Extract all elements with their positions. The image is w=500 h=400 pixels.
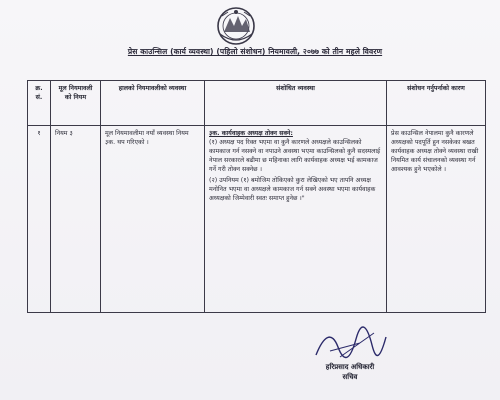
signature-mark	[310, 325, 390, 365]
cell-amended	[205, 126, 387, 313]
header-amended-provision: संशोधित व्यवस्था	[205, 81, 387, 126]
signatory-name: हरिप्रसाद अधिकारी	[325, 363, 375, 371]
signatory-designation: सचिव	[342, 373, 358, 381]
cell-serial: १	[28, 126, 51, 313]
header-reason: संशोधन गर्नुपर्नाको कारण	[387, 81, 486, 126]
comparison-table	[27, 80, 486, 313]
cell-reason: प्रेस काउन्सिल नेपालमा कुनै कारणले अध्यक्षको पदपूर्ति हुन नसकेका बखत कार्यवाहक अध्यक्ष तोक्ने व्यवस्था राखी नियमित कार्य संचालनको व्यवस्था गर्न आवश्यक हुने भएकोले ।	[387, 126, 486, 313]
table-row	[28, 126, 486, 313]
cell-current: मूल नियमावलीमा नयाँ व्यवस्था नियम ३क. थप गरिएको ।	[101, 126, 205, 313]
amended-paragraph-1: (१) अध्यक्ष पद रिक्त भएमा वा कुनै कारणले अध्यक्षले काउन्सिलको कामकाज गर्न नसक्ने वा नपाउने अवस्था भएमा काउन्सिलको कुनै सदस्यलाई नेपाल सरकारले बढीमा छ महिनाका लागि कार्यवाहक अध्यक्ष भई कामकाज गर्ने गरी तोक्न सक्नेछ ।	[209, 139, 381, 173]
cell-rule: नियम ३	[51, 126, 101, 313]
header-original-rule: मूल नियमावली को नियम	[51, 81, 101, 126]
amended-paragraph-2: (२) उपनियम (१) बमोजिम तोकिएको कुरा लेखिएको भए तापनि अध्यक्ष मनोनित भएमा वा अध्यक्षले कामकाज गर्न सक्ने अवस्था भएमा कार्यवाहक अध्यक्षको जिम्मेवारी स्वतः समाप्त हुनेछ ।"	[209, 177, 376, 202]
signatory-block	[300, 362, 400, 382]
header-current-provision: हालको नियमावलीको व्यवस्था	[101, 81, 205, 126]
amended-heading: ३क. कार्यवाहक अध्यक्ष तोक्न सक्ने:	[209, 130, 293, 137]
document-title: प्रेस काउन्सिल (कार्य व्यवस्था) (पहिलो संशोधन) नियमावली, २०७७ को तीन महले विवरण	[127, 47, 383, 56]
header-serial: क्र. सं.	[28, 81, 51, 126]
government-emblem-icon	[208, 4, 264, 50]
table-header-row	[28, 81, 486, 126]
